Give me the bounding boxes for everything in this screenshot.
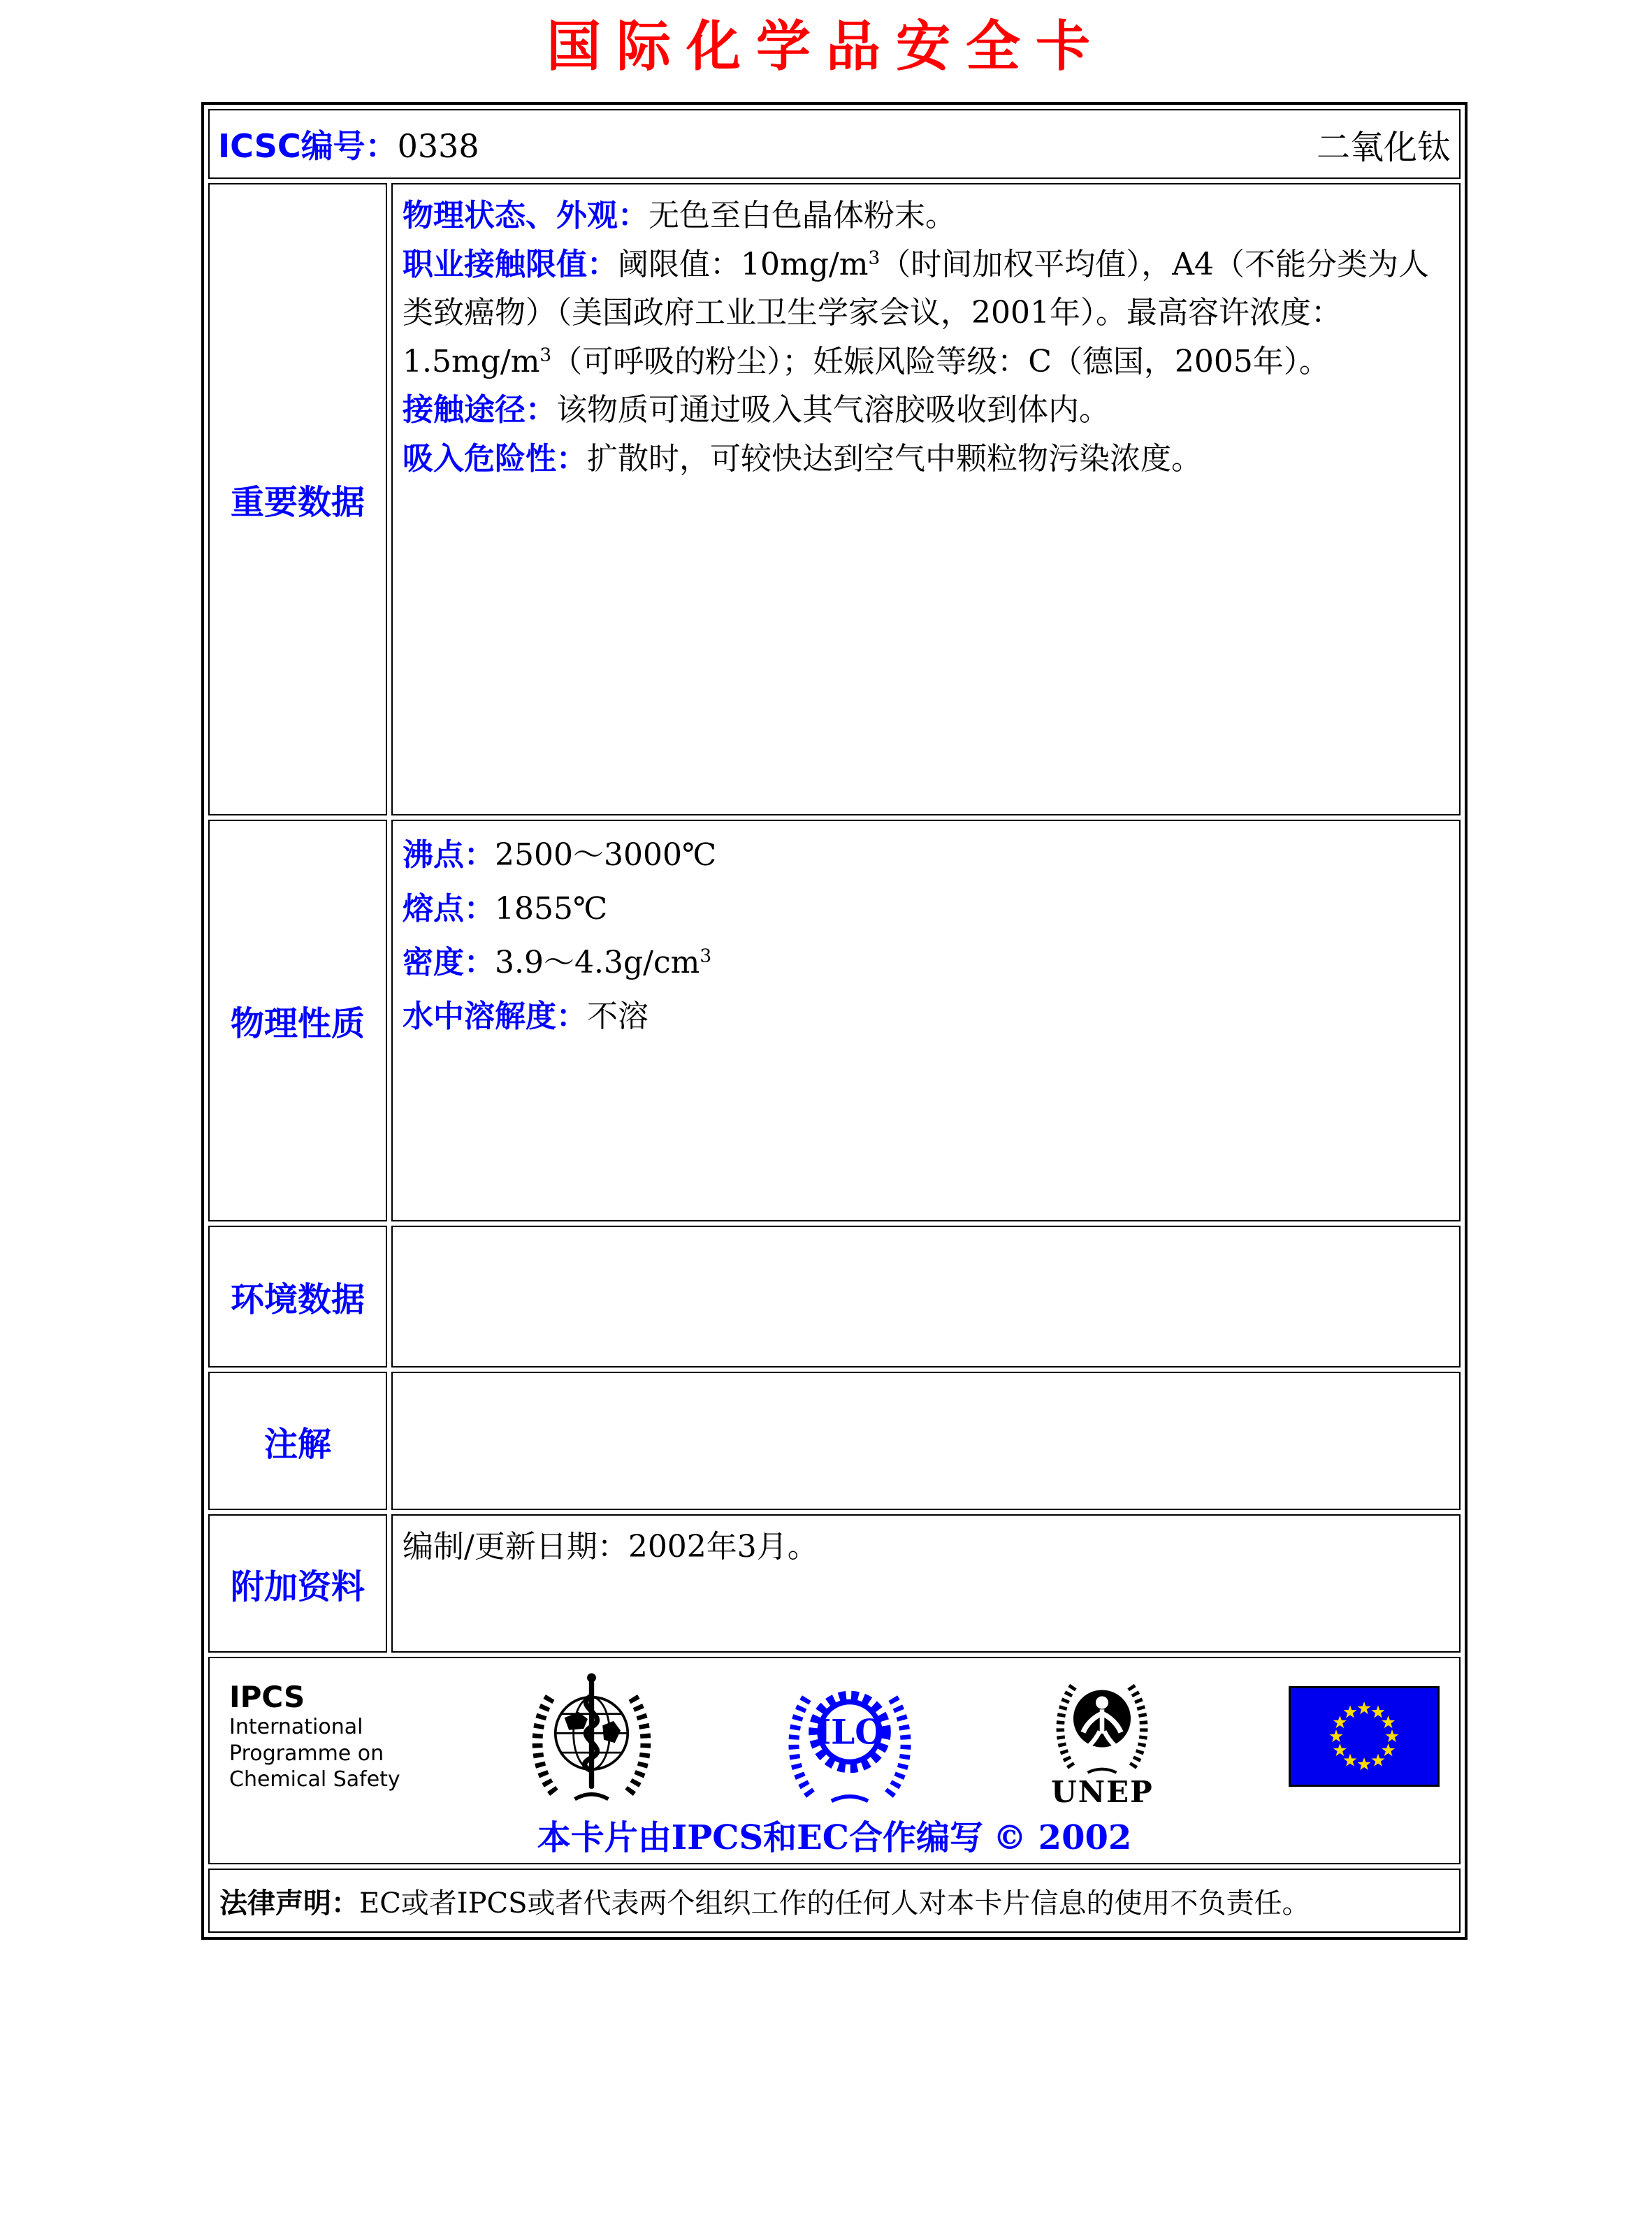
svg-text:ILO: ILO (815, 1712, 885, 1753)
water-solubility-line (403, 989, 1449, 1043)
inhalation-risk-label: 吸入危险性： (403, 440, 587, 477)
icsc-number-label: ICSC编号： (218, 127, 398, 165)
physical-state-label: 物理状态、外观： (403, 198, 649, 233)
footer-caption (229, 1811, 1440, 1859)
melting-point-label: 熔点： (403, 891, 495, 927)
page-title: 国际化学品安全卡 (546, 15, 1106, 78)
exposure-route-label: 接触途径： (403, 392, 556, 428)
boiling-point-label: 沸点： (403, 837, 495, 873)
unep-logo-block (1043, 1666, 1161, 1807)
inhalation-risk-text: 扩散时，可较快达到空气中颗粒物污染浓度。 (587, 440, 1202, 477)
footer-logos-row (229, 1668, 1440, 1809)
oel-text-part1: 阈限值：10mg/m (618, 246, 869, 282)
ipcs-line-3: Chemical Safety (229, 1767, 400, 1792)
icsc-card-table (201, 102, 1468, 1940)
unep-logo-text: UNEP (1051, 1775, 1154, 1809)
exposure-route-line (403, 386, 1449, 435)
footer-logos-cell (208, 1657, 1461, 1864)
ipcs-line-2: Programme on (229, 1741, 384, 1766)
chemical-name: 二氧化钛 (1316, 127, 1451, 167)
footer-copyright: © 2002 (992, 1818, 1132, 1857)
icsc-number-value: 0338 (397, 127, 479, 165)
section-label-environmental-data-text: 环境数据 (230, 1280, 365, 1319)
water-solubility-value: 不溶 (587, 999, 649, 1034)
section-label-notes (208, 1372, 387, 1510)
oel-superscript-2: 3 (539, 343, 552, 365)
section-label-important-data-text: 重要数据 (230, 483, 365, 522)
boiling-point-value: 2500～3000℃ (495, 837, 717, 873)
ipcs-text-block (229, 1681, 400, 1793)
eu-flag-icon (1289, 1686, 1440, 1787)
density-line (403, 936, 1449, 989)
legal-statement-label: 法律声明： (219, 1887, 359, 1920)
melting-point-line (403, 882, 1449, 936)
physical-state-line (403, 191, 1449, 240)
section-content-physical-properties (391, 820, 1461, 1221)
section-label-additional-info (208, 1514, 387, 1653)
section-content-additional-info (391, 1514, 1461, 1653)
ipcs-line-1: International (229, 1715, 363, 1740)
density-superscript: 3 (700, 945, 712, 967)
ipcs-title: IPCS (229, 1680, 305, 1714)
physical-state-text: 无色至白色晶体粉末。 (649, 198, 956, 233)
oel-superscript-1: 3 (868, 246, 881, 268)
section-label-environmental-data (208, 1226, 387, 1368)
who-logo-icon (527, 1669, 656, 1804)
density-value: 3.9～4.3g/cm (495, 945, 700, 980)
section-label-notes-text: 注解 (263, 1424, 331, 1464)
footer-caption-text: 本卡片由IPCS和EC合作编写 (537, 1818, 983, 1857)
legal-statement-cell (208, 1869, 1461, 1933)
section-label-additional-info-text: 附加资料 (230, 1567, 365, 1606)
section-label-physical-properties-text: 物理性质 (230, 1004, 365, 1043)
occupational-exposure-limit-line (403, 240, 1449, 386)
update-date-line: 编制/更新日期：2002年3月。 (403, 1529, 818, 1565)
inhalation-risk-line (403, 435, 1449, 484)
ilo-logo-icon (783, 1668, 916, 1805)
section-content-notes (391, 1372, 1461, 1510)
exposure-route-text: 该物质可通过吸入其气溶胶吸收到体内。 (556, 392, 1110, 428)
icsc-number-field (218, 121, 479, 167)
oel-text-part3: （可呼吸的粉尘）；妊娠风险等级：C（德国，2005年）。 (551, 343, 1330, 379)
density-label: 密度： (403, 945, 495, 980)
boiling-point-line (403, 828, 1449, 882)
oel-text-part2: （时间加权平均值），A4（不能分类为人类致癌物）（美国政府工业卫生学家会议，2001年）。最高容许浓度：1.5mg/m (403, 246, 1430, 379)
oel-label: 职业接触限值： (403, 246, 618, 282)
water-solubility-label: 水中溶解度： (403, 999, 587, 1034)
section-content-important-data (391, 183, 1461, 815)
melting-point-value: 1855℃ (495, 891, 608, 927)
unep-logo-icon (1043, 1666, 1161, 1778)
section-label-important-data (208, 183, 387, 815)
legal-statement-text: EC或者IPCS或者代表两个组织工作的任何人对本卡片信息的使用不负责任。 (359, 1887, 1310, 1920)
section-content-environmental-data (391, 1226, 1461, 1368)
card-header-row (208, 109, 1461, 179)
section-label-physical-properties (208, 820, 387, 1221)
